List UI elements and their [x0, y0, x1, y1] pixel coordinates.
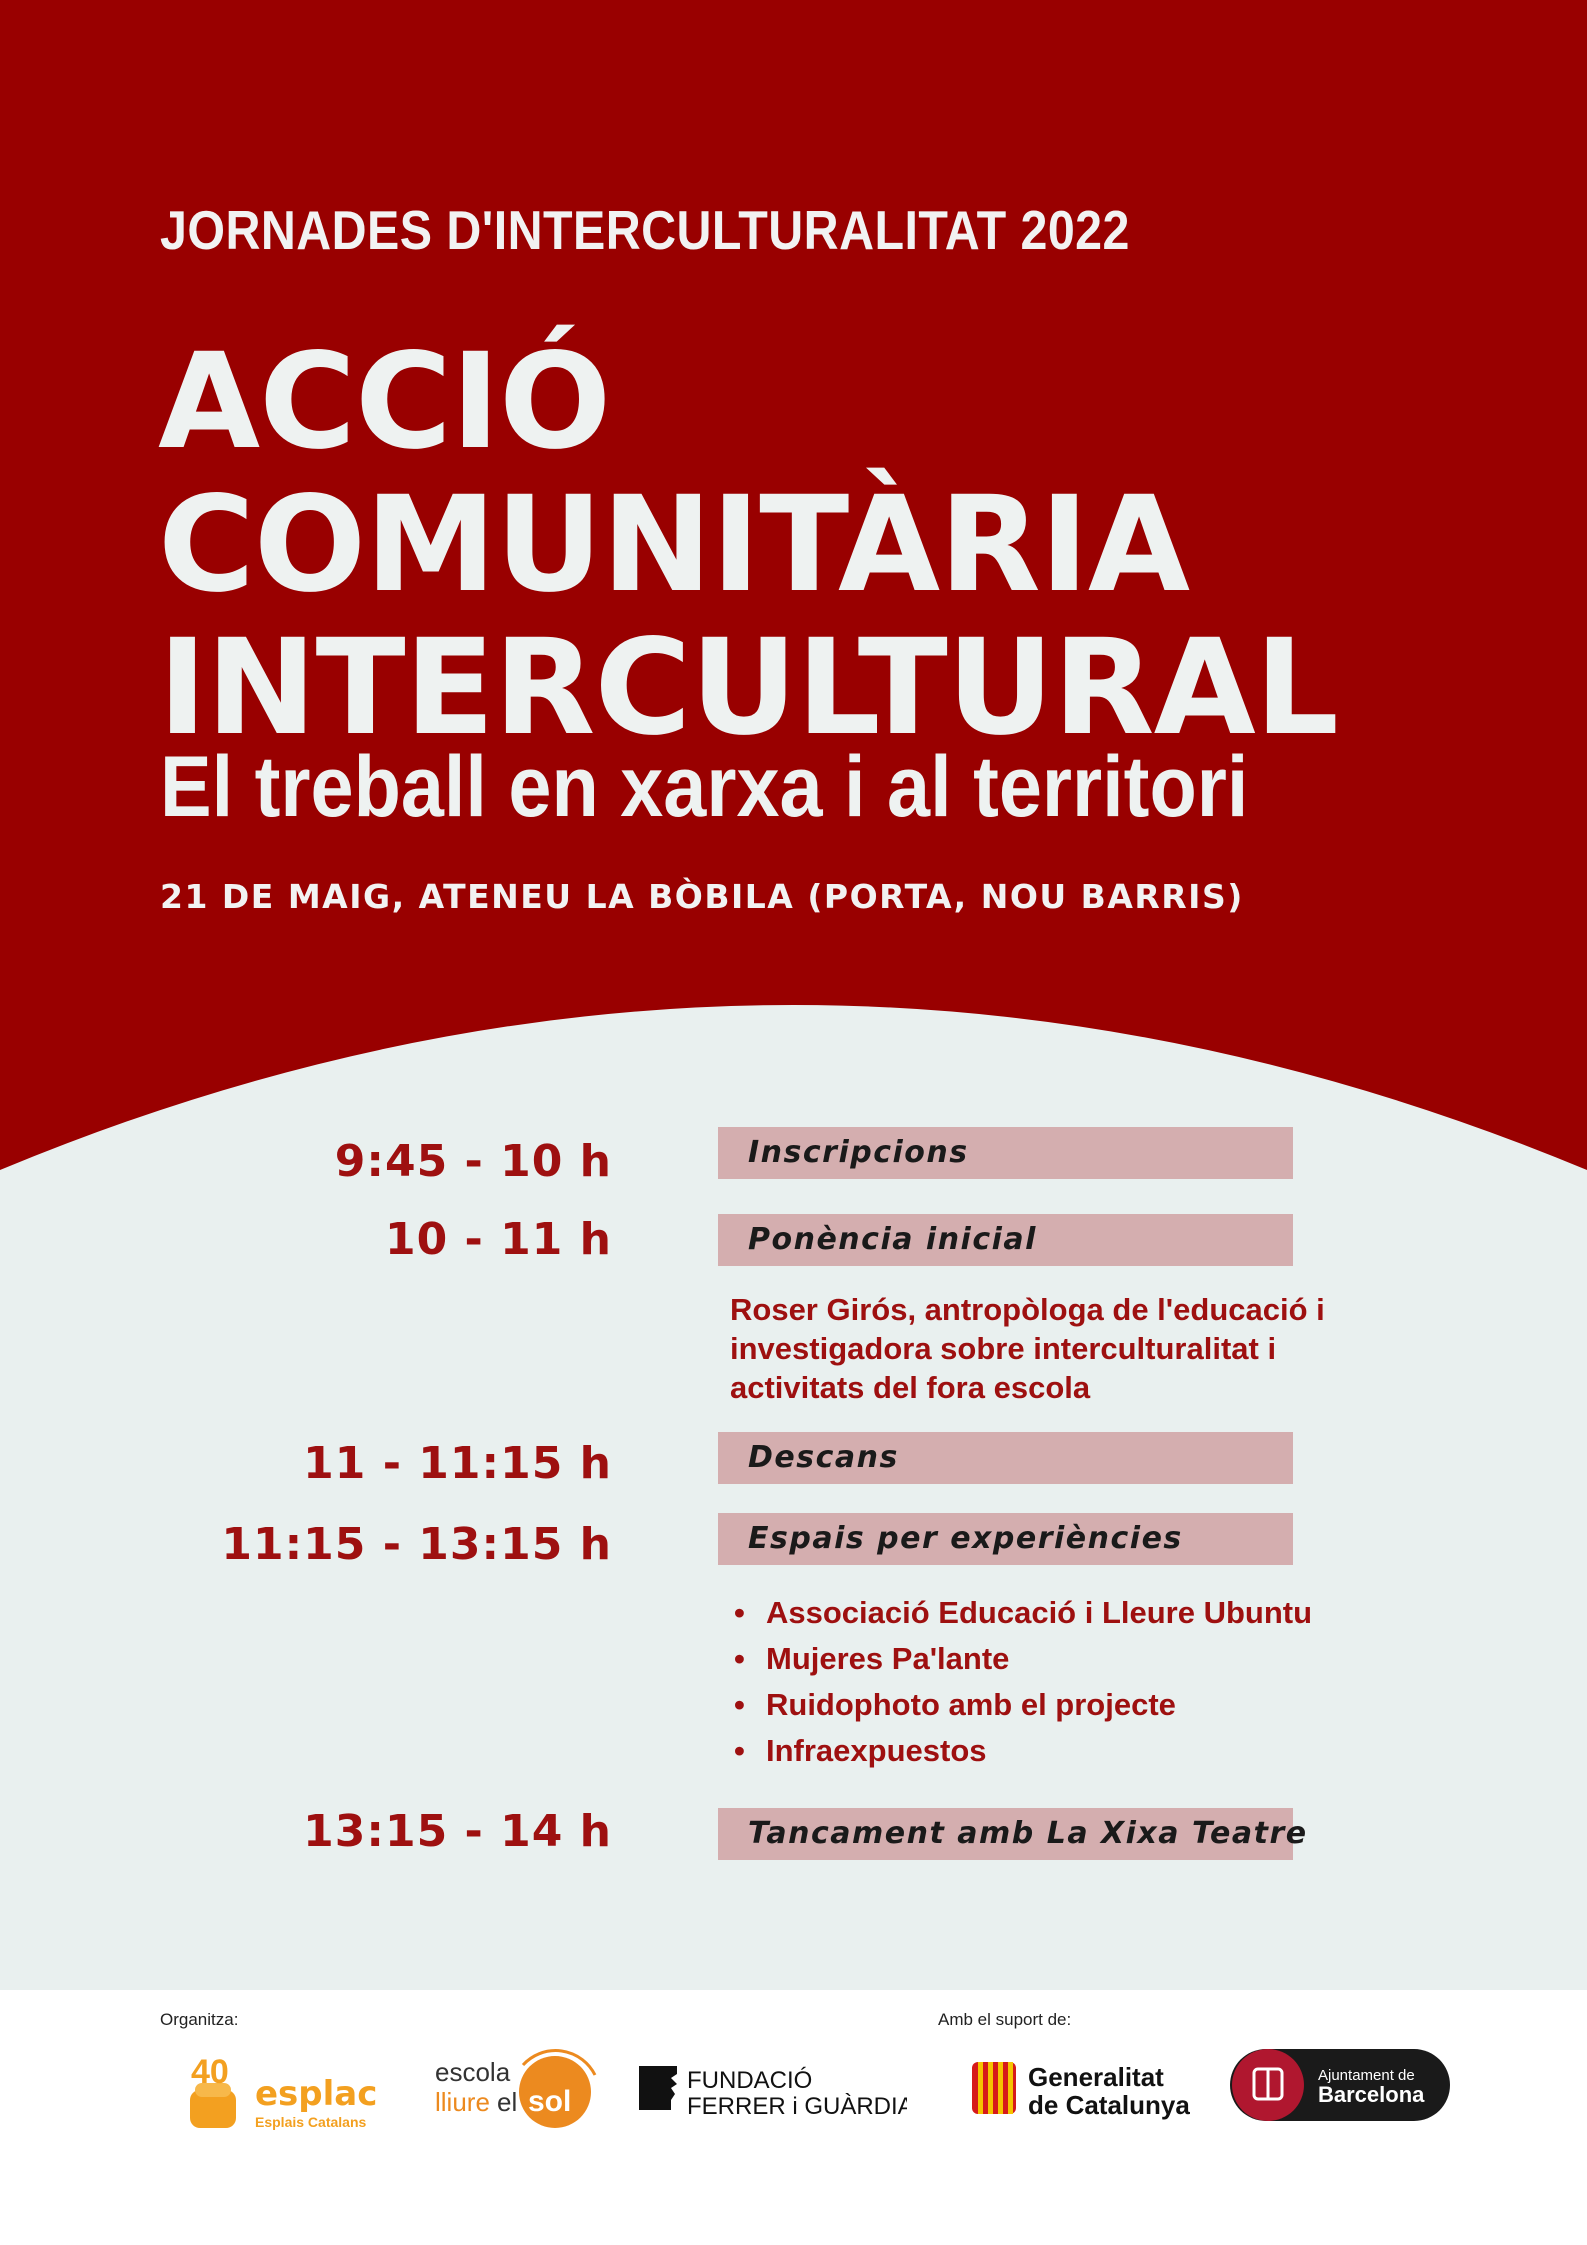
- schedule-time: 9:45 - 10 h: [334, 1136, 612, 1187]
- svg-text:Ajuntament de: Ajuntament de: [1318, 2067, 1415, 2084]
- ajuntament-badge-icon: [1228, 2045, 1453, 2125]
- svg-text:Generalitat: Generalitat: [1028, 2062, 1164, 2092]
- esplac-icon: [185, 2045, 385, 2145]
- svg-text:sol: sol: [528, 2085, 572, 2118]
- list-item: • Mujeres Pa'lante: [730, 1636, 1312, 1682]
- senyera-icon: [968, 2056, 1208, 2126]
- list-item: • Associació Educació i Lleure Ubuntu: [730, 1590, 1312, 1636]
- escola-lliure-el-sol-logo: [433, 2045, 603, 2135]
- ajuntament-logo: [1228, 2045, 1453, 2125]
- schedule-item: Espais per experiències: [718, 1513, 1293, 1565]
- generalitat-logo: [968, 2056, 1208, 2126]
- subtitle: El treball en xarxa i al territori: [160, 739, 1249, 835]
- title-line-1: ACCIÓ: [158, 325, 611, 479]
- schedule-time: 11:15 - 13:15 h: [221, 1519, 612, 1570]
- support-label: Amb el suport de:: [938, 2010, 1072, 2029]
- speaker-line: Roser Girós, antropòloga de l'educació i: [730, 1292, 1325, 1327]
- title-line-3: INTERCULTURAL: [158, 611, 1338, 765]
- organizers-label: Organitza:: [160, 2010, 239, 2029]
- svg-text:lliure: lliure: [435, 2087, 490, 2117]
- date-place: 21 DE MAIG, ATENEU LA BÒBILA (PORTA, NOU BARRIS): [160, 877, 1244, 916]
- list-item: [730, 1728, 1312, 1774]
- svg-text:FUNDACIÓ: FUNDACIÓ: [687, 2067, 813, 2094]
- schedule-item: Ponència inicial: [718, 1214, 1293, 1266]
- svg-text:FERRER i GUÀRDIA: FERRER i GUÀRDIA: [687, 2093, 907, 2120]
- svg-text:de Catalunya: de Catalunya: [1028, 2090, 1190, 2120]
- schedule-time: 13:15 - 14 h: [303, 1806, 612, 1857]
- esplac-logo: [185, 2045, 385, 2145]
- list-item-continuation: Infraexpuestos: [766, 1733, 987, 1768]
- list-item: • Ruidophoto amb el projecte: [730, 1682, 1312, 1728]
- svg-text:Esplais Catalans: Esplais Catalans: [255, 2114, 367, 2130]
- experiences-list: [730, 1590, 1312, 1774]
- fundacio-ferrer-logo: [637, 2058, 907, 2128]
- speaker-line: investigadora sobre interculturalitat i: [730, 1331, 1277, 1366]
- svg-text:escola: escola: [435, 2057, 511, 2087]
- svg-text:40: 40: [191, 2053, 229, 2091]
- title-line-2: COMUNITÀRIA: [158, 468, 1190, 622]
- svg-text:esplac: esplac: [255, 2074, 378, 2114]
- schedule-item: Tancament amb La Xixa Teatre: [718, 1808, 1293, 1860]
- speaker-line: activitats del fora escola: [730, 1370, 1091, 1405]
- sun-icon: [433, 2045, 603, 2135]
- schedule-item: Inscripcions: [718, 1127, 1293, 1179]
- svg-text:el: el: [497, 2087, 518, 2117]
- schedule-time: 10 - 11 h: [384, 1214, 612, 1265]
- profile-icon: [637, 2058, 907, 2128]
- svg-text:Barcelona: Barcelona: [1318, 2082, 1425, 2107]
- event-series: JORNADES D'INTERCULTURALITAT 2022: [160, 199, 1130, 261]
- schedule-time: 11 - 11:15 h: [303, 1438, 612, 1489]
- footer: [0, 1990, 1587, 2245]
- schedule-item: Descans: [718, 1432, 1293, 1484]
- speaker-description: [730, 1290, 1330, 1407]
